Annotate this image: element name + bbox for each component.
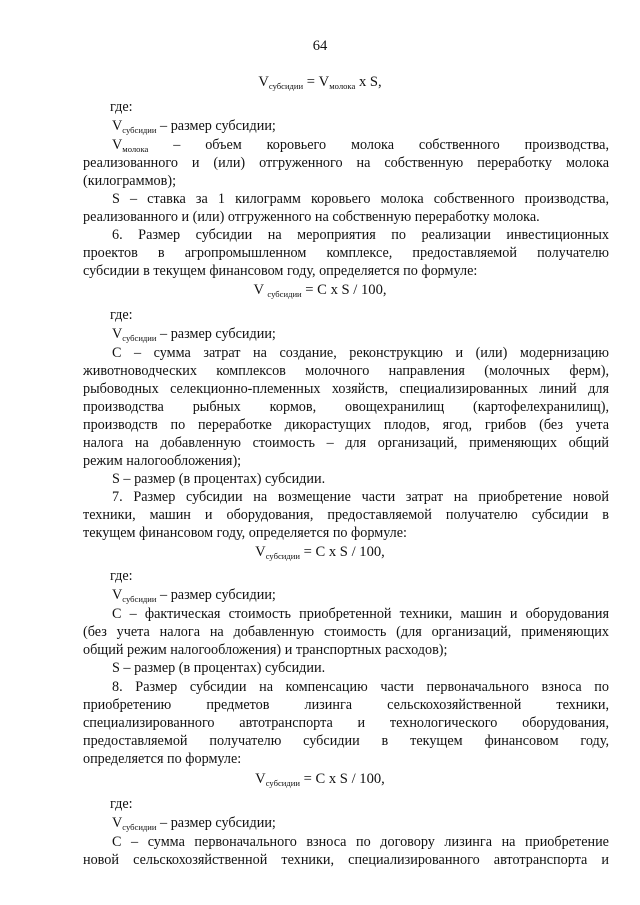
formula-milk-subsidy: $V_{субсидии} = V_{молока}$ x S, (258, 74, 382, 91)
definition-c-costs: С – сумма затрат на создание, реконструкцию и (или) модернизацию (112, 345, 609, 361)
where-label: где: (110, 307, 133, 323)
text-line: проектов в агропромышленном комплексе, предоставляемой получателю (83, 245, 609, 261)
formula-investment-subsidy: V $_{субсидии}$ = C x S / 100, (253, 282, 387, 299)
formula-equipment-subsidy: $V_{субсидии} = C$ x S / 100, (255, 544, 385, 561)
definition-s-rate: S – ставка за 1 килограмм коровьего молока собственного производства, (112, 191, 609, 207)
text-line: производства рыбных кормов, овощехранилищ (картофелехранилищ), (83, 399, 609, 415)
where-label: где: (110, 568, 133, 584)
formula-leasing-subsidy: $V_{субсидии} = C$ x S / 100, (255, 771, 385, 788)
paragraph-6: 6. Размер субсидии на мероприятия по реализации инвестиционных (112, 227, 609, 243)
definition-v-milk: $V_{молока}$ – объем коровьего молока собственного производства, (112, 137, 609, 154)
definition-c-cost: С – фактическая стоимость приобретенной техники, машин и оборудования (112, 606, 609, 622)
text-line: текущем финансовом году, определяется по формуле: (83, 525, 407, 541)
text-line: режим налогообложения); (83, 453, 242, 469)
definition-c-down-payment: С – сумма первоначального взноса по договору лизинга на приобретение (112, 834, 609, 850)
text-line: налога на добавленную стоимость – для организаций, применяющих общий (83, 435, 609, 451)
text-line: предоставляемой получателю субсидии в текущем финансовом году, (83, 733, 609, 749)
text-line: животноводческих комплексов молочного направления (молочных ферм), (83, 363, 609, 379)
text-line: новой сельскохозяйственной техники, специализированного автотранспорта и (83, 852, 609, 868)
text-line: реализованного и (или) отгруженного на собственную переработку молока (83, 155, 609, 171)
text-line: производств по переработке дикорастущих плодов, ягод, грибов (без учета (83, 417, 609, 433)
definition-v-subsidy: $V_{субсидии}$ – размер субсидии; (112, 326, 276, 343)
page-number: 64 (312, 38, 328, 54)
definition-s-percent: S – размер (в процентах) субсидии. (112, 471, 326, 487)
text-line: техники, машин и оборудования, предоставляемой получателю субсидии в (83, 507, 609, 523)
text-line: определяется по формуле: (83, 751, 242, 767)
text-line: специализированного автотранспорта и технологического оборудования, (83, 715, 609, 731)
definition-v-subsidy: $V_{субсидии}$ – размер субсидии; (112, 118, 276, 135)
definition-v-subsidy: $V_{субсидии}$ – размер субсидии; (112, 815, 276, 832)
definition-v-subsidy: $V_{субсидии}$ – размер субсидии; (112, 587, 276, 604)
paragraph-7: 7. Размер субсидии на возмещение части затрат на приобретение новой (112, 489, 609, 505)
text-line: рыбоводных селекционно-племенных хозяйств, специализированных линий для (83, 381, 609, 397)
text-line: приобретению предметов лизинга сельскохозяйственной техники, (83, 697, 609, 713)
where-label: где: (110, 99, 133, 115)
text-line: общий режим налогообложения) и транспортных расходов); (83, 642, 448, 658)
text-line: (килограммов); (83, 173, 177, 189)
text-line: (без учета налога на добавленную стоимость (для организаций, применяющих (83, 624, 609, 640)
definition-s-percent: S – размер (в процентах) субсидии. (112, 660, 326, 676)
text-line: субсидии в текущем финансовом году, определяется по формуле: (83, 263, 478, 279)
where-label: где: (110, 796, 133, 812)
paragraph-8: 8. Размер субсидии на компенсацию части первоначального взноса по (112, 679, 609, 695)
text-line: реализованного и (или) отгруженного на собственную переработку молока. (83, 209, 540, 225)
